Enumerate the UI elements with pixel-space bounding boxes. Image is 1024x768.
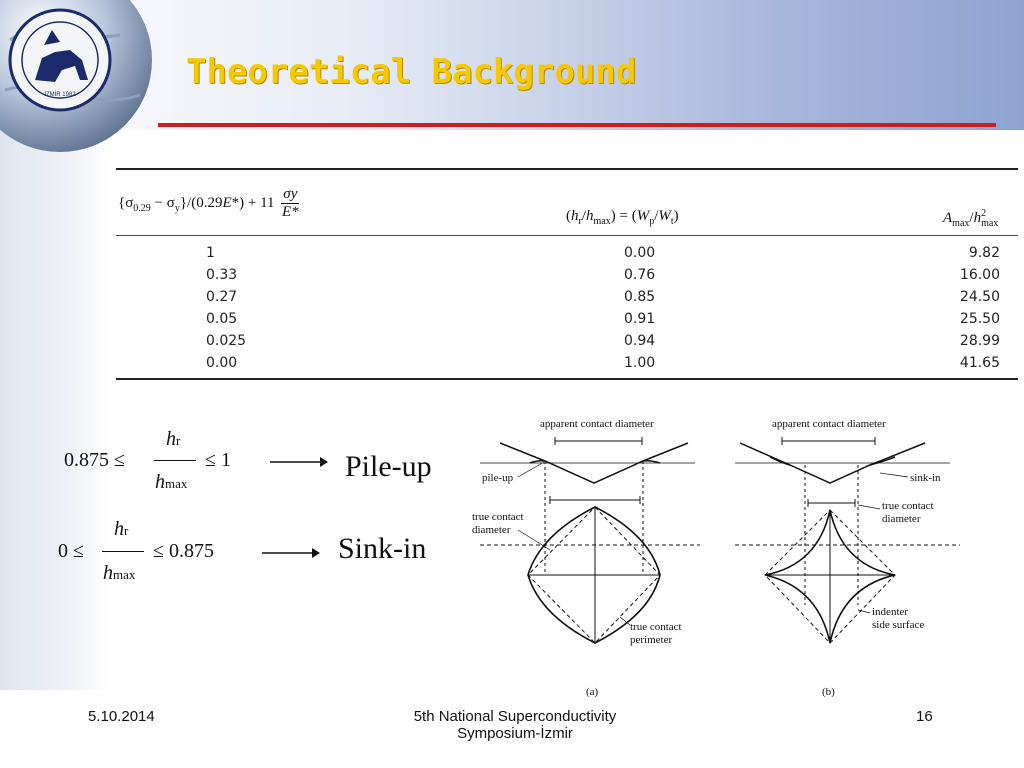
indenter-side-b1: indenter — [872, 606, 909, 618]
svg-text:İZMİR 1982: İZMİR 1982 — [44, 92, 76, 98]
footer-event — [380, 708, 650, 742]
title-underline — [158, 123, 996, 127]
true-contact-diameter-b1: true contact — [882, 500, 934, 512]
sinkin-label: Sink-in — [338, 532, 427, 565]
table-top-rule — [116, 168, 1018, 170]
page-number: 16 — [916, 708, 933, 725]
table-col2-header: $(h_r/h_{max}) = (W_p/W_t)$ — [566, 208, 679, 227]
sinkin-tag: sink-in — [910, 472, 941, 484]
true-contact-perimeter-a1: true contact — [630, 621, 682, 633]
table-col3-header: $A_{max}/h^2_{max}$ — [943, 208, 999, 229]
true-contact-diameter-b2: diameter — [882, 513, 921, 525]
footer-event-line2: Symposium-İzmir — [457, 725, 573, 742]
pileup-sinkin-figure — [470, 405, 970, 705]
footer-date: 5.10.2014 — [88, 708, 155, 725]
fraction-bar — [102, 551, 144, 552]
figure-b — [735, 418, 960, 698]
apparent-contact-label-b: apparent contact diameter — [772, 418, 886, 430]
pileup-label: Pile-up — [345, 450, 432, 483]
true-contact-perimeter-a2: perimeter — [630, 634, 673, 646]
caption-a: (a) — [586, 686, 599, 698]
table-col1-header: $\{\sigma_{0.29} - \sigma_y\}/(0.29E*) + 11$ $\frac{\sigma y}{E*}$ — [118, 186, 299, 220]
figure-a — [472, 418, 700, 698]
true-contact-diameter-a2: diameter — [472, 524, 511, 536]
indenter-side-b2: side surface — [872, 619, 925, 631]
sinkin-arrow-icon — [262, 546, 322, 560]
fraction-bar — [154, 460, 196, 461]
true-contact-diameter-a1: true contact — [472, 511, 524, 523]
pileup-tag: pile-up — [482, 472, 514, 484]
pileup-arrow-icon — [270, 455, 330, 469]
apparent-contact-label-a: apparent contact diameter — [540, 418, 654, 430]
slide-title: Theoretical Background — [186, 52, 637, 92]
table-header-rule — [116, 235, 1018, 236]
university-logo — [0, 0, 156, 156]
caption-b: (b) — [822, 686, 835, 698]
left-decor-band — [0, 130, 110, 690]
table-bottom-rule — [116, 378, 1018, 380]
footer-event-line1: 5th National Superconductivity — [413, 708, 617, 725]
